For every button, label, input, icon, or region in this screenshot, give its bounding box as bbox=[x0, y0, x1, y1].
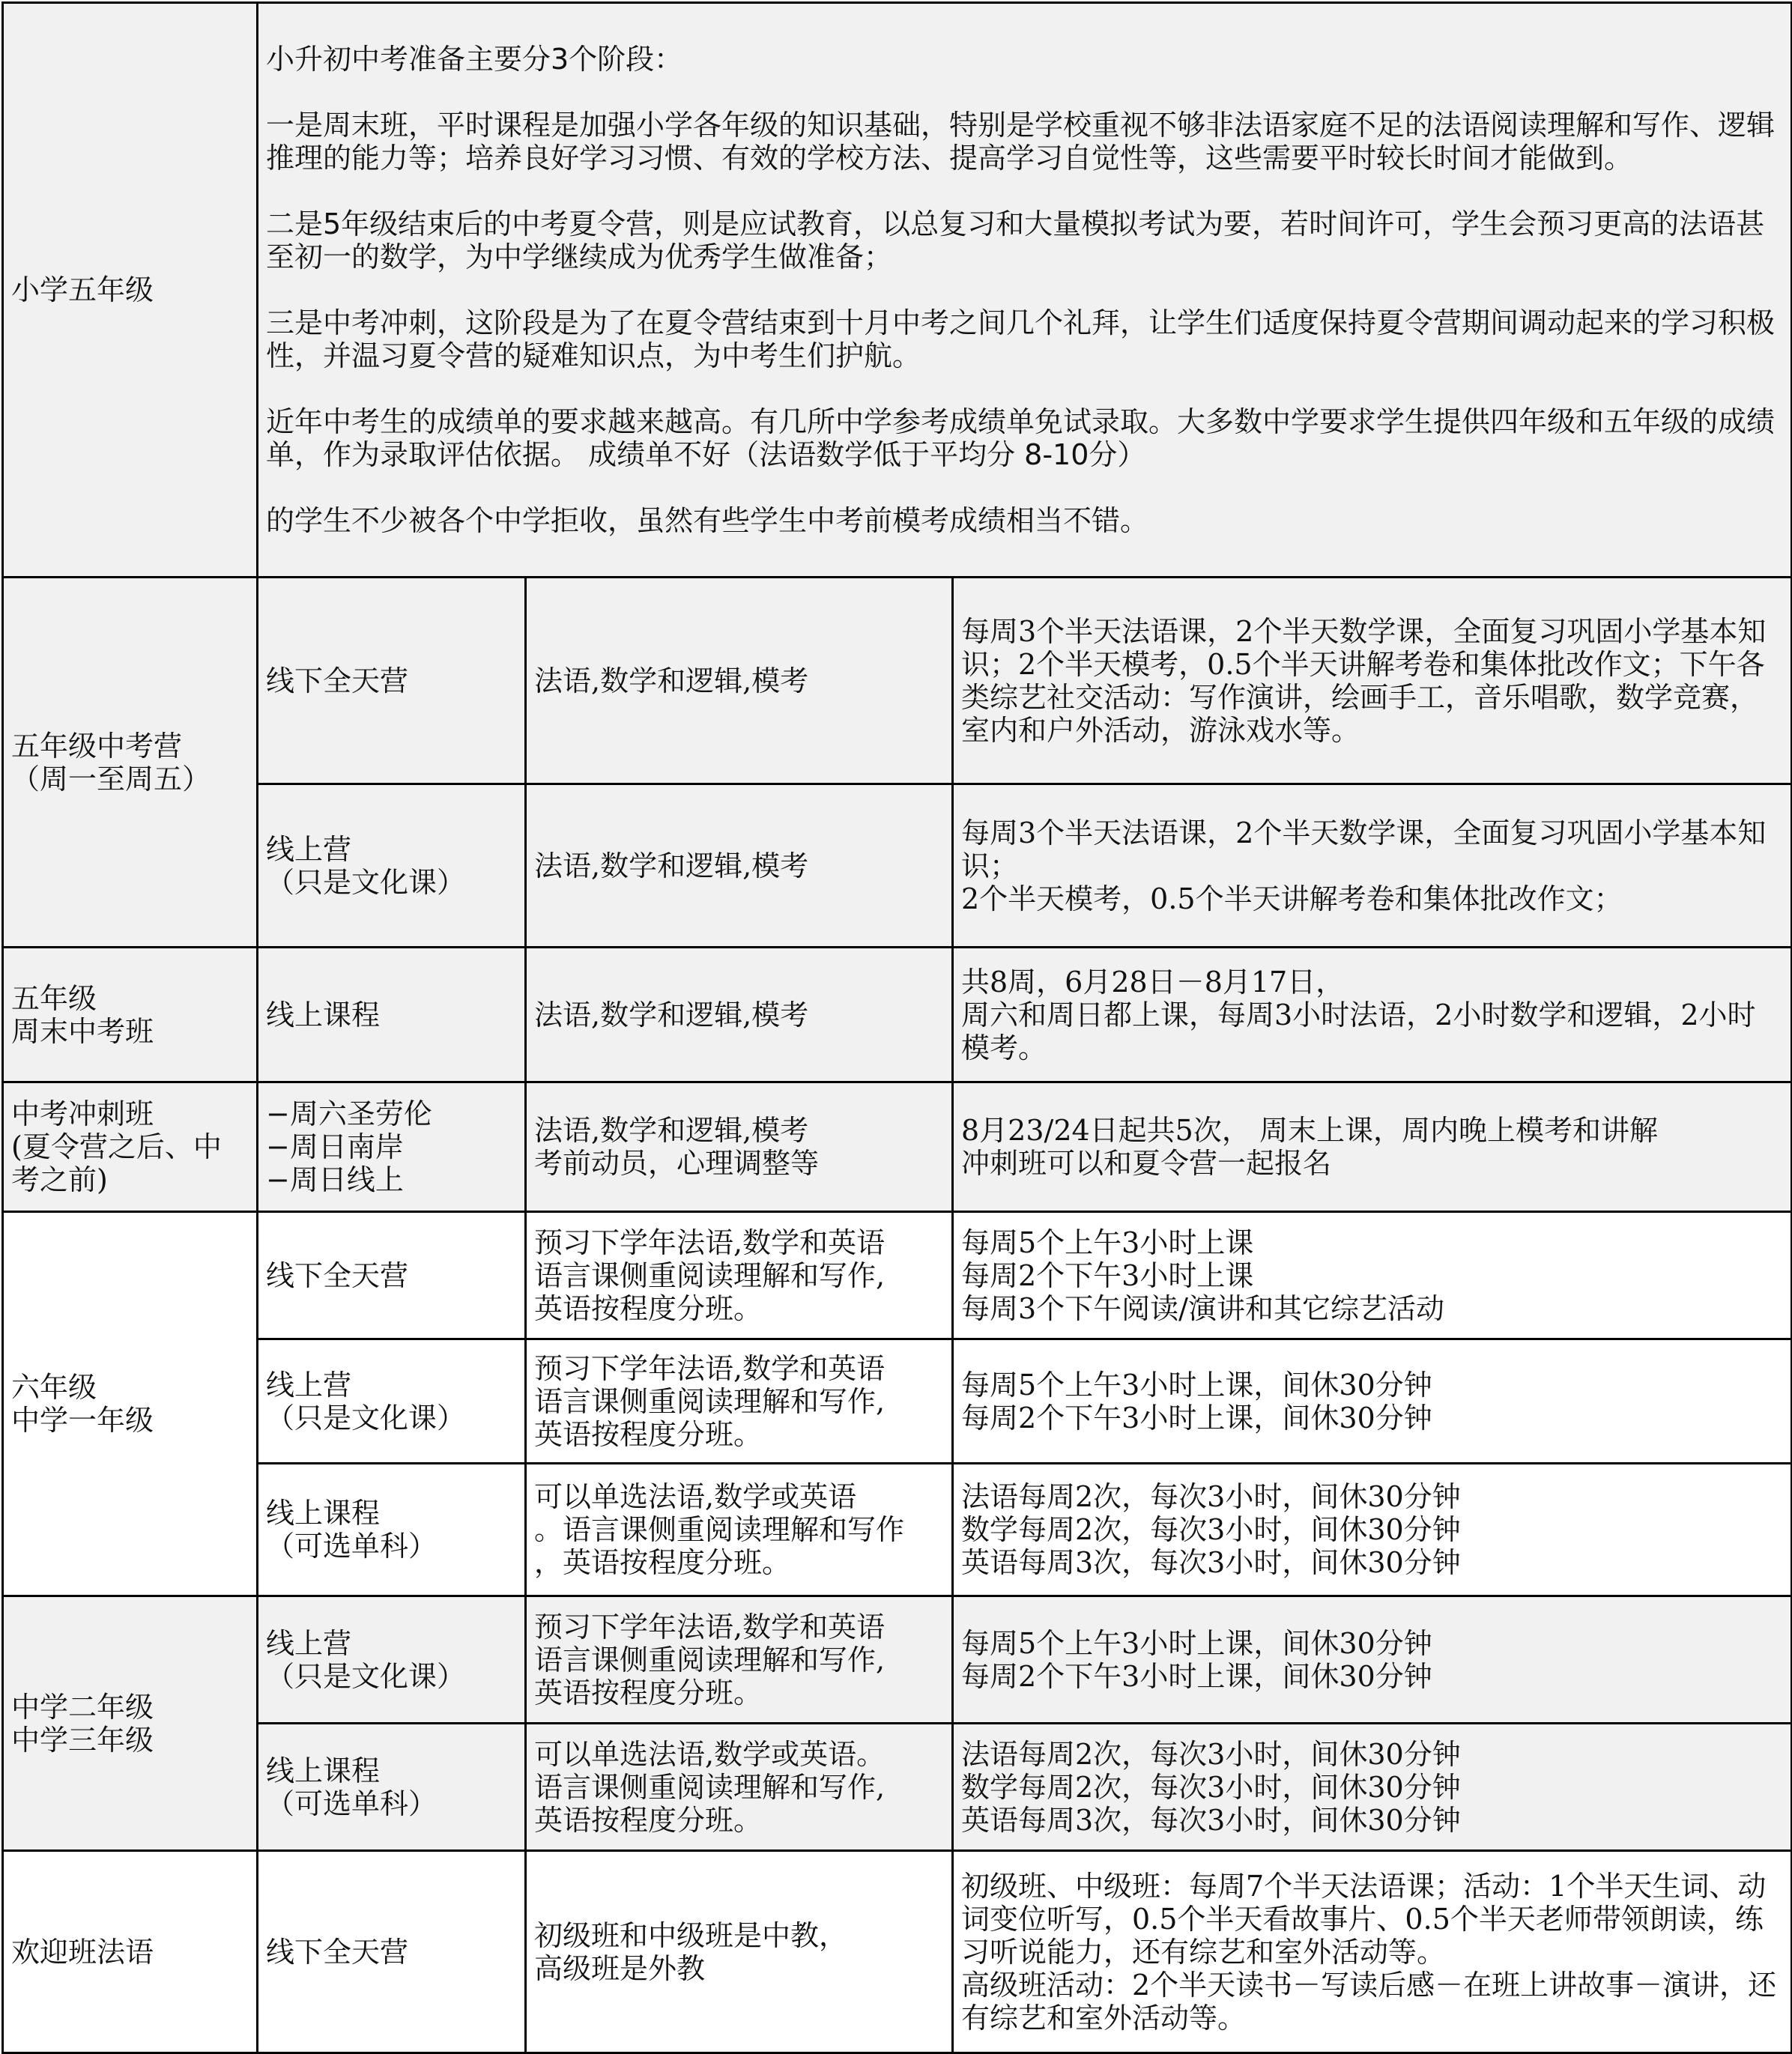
program-subjects: 可以单选法语,数学或英语 。语言课侧重阅读理解和写作 ，英语按程度分班。 bbox=[526, 1464, 953, 1596]
program-details: 每周3个半天法语课，2个半天数学课，全面复习巩固小学基本知识；2个半天模考，0.5个半天讲解考卷和集体批改作文；下午各类综艺社交活动：写作演讲，绘画手工，音乐唱歌，数学竞赛，室内和户外活动，游泳戏水等。 bbox=[953, 578, 1792, 784]
intro-line: 近年中考生的成绩单的要求越来越高。有几所中学参考成绩单免试录取。大多数中学要求学生提供四年级和五年级的成绩单，作为录取评估依据。 成绩单不好（法语数学低于平均分 8-10分） bbox=[266, 405, 1776, 471]
program-details: 法语每周2次，每次3小时，间休30分钟 数学每周2次，每次3小时，间休30分钟 英语每周3次，每次3小时，间休30分钟 bbox=[953, 1464, 1792, 1596]
intro-line: 三是中考冲刺，这阶段是为了在夏令营结束到十月中考之间几个礼拜，让学生们适度保持夏令营期间调动起来的学习积极性，并温习夏令营的疑难知识点，为中考生们护航。 bbox=[266, 306, 1776, 372]
program-type: 线下全天营 bbox=[258, 1851, 526, 2053]
table-row bbox=[3, 1464, 1792, 1596]
group-label-sprint: 中考冲刺班 (夏令营之后、中考之前) bbox=[3, 1082, 258, 1212]
program-details: 法语每周2次，每次3小时，间休30分钟 数学每周2次，每次3小时，间休30分钟 英语每周3次，每次3小时，间休30分钟 bbox=[953, 1724, 1792, 1851]
table-row bbox=[3, 1082, 1792, 1212]
program-subjects: 法语,数学和逻辑,模考 bbox=[526, 948, 953, 1082]
program-subjects: 法语,数学和逻辑,模考 bbox=[526, 784, 953, 948]
table-row bbox=[3, 1851, 1792, 2053]
table-row bbox=[3, 1596, 1792, 1724]
program-type: 线下全天营 bbox=[258, 578, 526, 784]
group-label-grade5-camp: 五年级中考营 （周一至周五） bbox=[3, 578, 258, 948]
intro-line: 一是周末班，平时课程是加强小学各年级的知识基础，特别是学校重视不够非法语家庭不足的法语阅读理解和写作、逻辑推理的能力等；培养良好学习习惯、有效的学校方法、提高学习自觉性等，这些需要平时较长时间才能做到。 bbox=[266, 109, 1776, 175]
program-type: 线上课程 （可选单科） bbox=[258, 1724, 526, 1851]
intro-line: 小升初中考准备主要分3个阶段： bbox=[266, 43, 683, 76]
table-row bbox=[3, 784, 1792, 948]
program-type: 线下全天营 bbox=[258, 1212, 526, 1339]
group-label-grade5-weekend: 五年级 周末中考班 bbox=[3, 948, 258, 1082]
program-subjects: 预习下学年法语,数学和英语 语言课侧重阅读理解和写作, 英语按程度分班。 bbox=[526, 1212, 953, 1339]
program-details: 每周5个上午3小时上课 每周2个下午3小时上课 每周3个下午阅读/演讲和其它综艺活动 bbox=[953, 1212, 1792, 1339]
intro-row bbox=[3, 3, 1792, 578]
program-subjects: 预习下学年法语,数学和英语 语言课侧重阅读理解和写作, 英语按程度分班。 bbox=[526, 1596, 953, 1724]
program-type: 线上营 （只是文化课） bbox=[258, 784, 526, 948]
program-details: 每周5个上午3小时上课，间休30分钟 每周2个下午3小时上课，间休30分钟 bbox=[953, 1596, 1792, 1724]
program-type: 线上营 （只是文化课） bbox=[258, 1339, 526, 1464]
program-details: 每周3个半天法语课，2个半天数学课，全面复习巩固小学基本知识； 2个半天模考，0.5个半天讲解考卷和集体批改作文； bbox=[953, 784, 1792, 948]
group-label-welcome-french: 欢迎班法语 bbox=[3, 1851, 258, 2053]
program-details: 初级班、中级班：每周7个半天法语课；活动：1个半天生词、动词变位听写，0.5个半天看故事片、0.5个半天老师带领朗读，练习听说能力，还有综艺和室外活动等。 高级班活动：2个半天读书－写读后感－在班上讲故事－演讲，还有综艺和室外活动等。 bbox=[953, 1851, 1792, 2053]
group-label-grade6: 六年级 中学一年级 bbox=[3, 1212, 258, 1596]
program-subjects: 初级班和中级班是中教， 高级班是外教 bbox=[526, 1851, 953, 2053]
intro-grade-label: 小学五年级 bbox=[3, 3, 258, 578]
program-type: 线上营 （只是文化课） bbox=[258, 1596, 526, 1724]
intro-line: 的学生不少被各个中学拒收，虽然有些学生中考前模考成绩相当不错。 bbox=[266, 504, 1149, 537]
program-type: −周六圣劳伦 −周日南岸 −周日线上 bbox=[258, 1082, 526, 1212]
program-type: 线上课程 （可选单科） bbox=[258, 1464, 526, 1596]
table-row bbox=[3, 578, 1792, 784]
program-type: 线上课程 bbox=[258, 948, 526, 1082]
intro-line: 二是5年级结束后的中考夏令营，则是应试教育，以总复习和大量模拟考试为要，若时间许可，学生会预习更高的法语甚至初一的数学，为中学继续成为优秀学生做准备； bbox=[266, 207, 1765, 273]
program-subjects: 可以单选法语,数学或英语。 语言课侧重阅读理解和写作, 英语按程度分班。 bbox=[526, 1724, 953, 1851]
program-subjects: 法语,数学和逻辑,模考 考前动员，心理调整等 bbox=[526, 1082, 953, 1212]
program-details: 8月23/24日起共5次， 周末上课，周内晚上模考和讲解 冲刺班可以和夏令营一起报名 bbox=[953, 1082, 1792, 1212]
table-row bbox=[3, 1339, 1792, 1464]
table-row bbox=[3, 1212, 1792, 1339]
program-subjects: 法语,数学和逻辑,模考 bbox=[526, 578, 953, 784]
intro-description bbox=[258, 3, 1792, 578]
program-subjects: 预习下学年法语,数学和英语 语言课侧重阅读理解和写作, 英语按程度分班。 bbox=[526, 1339, 953, 1464]
course-table bbox=[1, 1, 1792, 2054]
program-details: 共8周，6月28日－8月17日， 周六和周日都上课，每周3小时法语，2小时数学和逻辑，2小时模考。 bbox=[953, 948, 1792, 1082]
group-label-grade7-8: 中学二年级 中学三年级 bbox=[3, 1596, 258, 1851]
table-row bbox=[3, 1724, 1792, 1851]
program-details: 每周5个上午3小时上课，间休30分钟 每周2个下午3小时上课，间休30分钟 bbox=[953, 1339, 1792, 1464]
table-row bbox=[3, 948, 1792, 1082]
